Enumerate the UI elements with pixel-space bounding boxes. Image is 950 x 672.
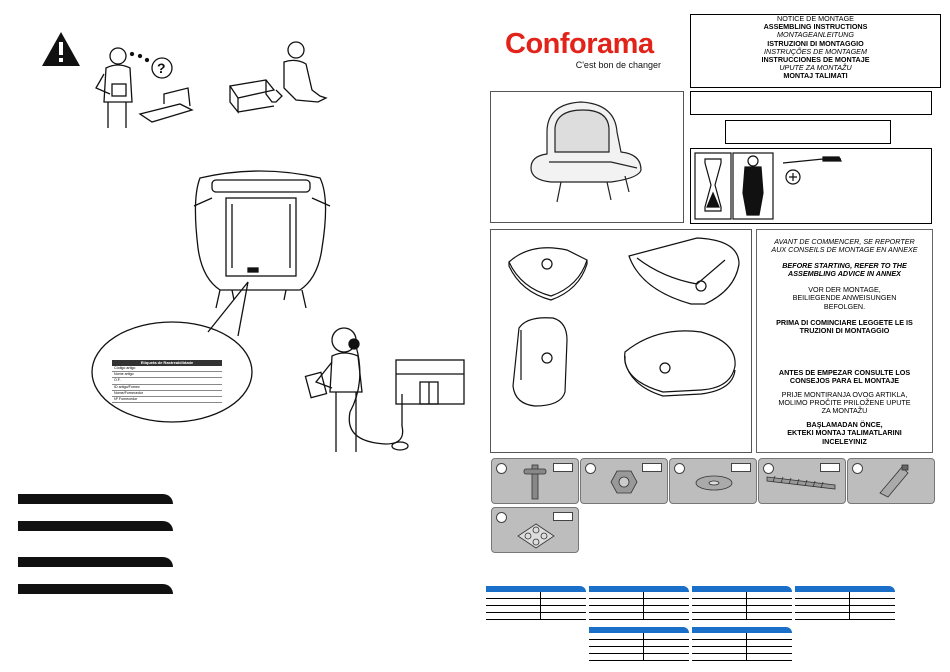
label-row: Código artigo — [112, 366, 222, 372]
hardware-part-washer — [669, 458, 757, 504]
hardware-part-bracket — [491, 507, 579, 553]
advice-line: AVANT DE COMMENCER, SE REPORTER — [774, 237, 915, 246]
confused-person-illustration — [90, 44, 200, 130]
language-line: NOTICE DE MONTAGE — [777, 14, 854, 23]
product-image-frame — [490, 91, 684, 223]
advice-line: AUX CONSEILS DE MONTAGE EN ANNEXE — [771, 245, 918, 255]
label-row: ID artigo/Fornec — [112, 385, 222, 391]
advice-line: BEFOLGEN. — [823, 301, 866, 311]
advice-line: BEFORE STARTING, REFER TO THE — [782, 261, 907, 271]
instruction-bar — [18, 584, 173, 594]
hardware-part-leg — [847, 458, 935, 504]
advice-line: VOR DER MONTAGE, — [808, 285, 881, 295]
language-line: ASSEMBLING INSTRUCTIONS — [763, 22, 868, 32]
hardware-part-threaded-rod — [758, 458, 846, 504]
language-line: INSTRUCCIONES DE MONTAJE — [761, 55, 870, 65]
product-name-box — [690, 91, 932, 115]
hardware-part-bolt — [491, 458, 579, 504]
language-line: UPUTE ZA MONTAŽU — [779, 63, 852, 73]
hardware-part-nut — [580, 458, 668, 504]
label-row: Nº Fornecedor — [112, 397, 222, 403]
advice-line: PRIJE MONTIRANJA OVOG ARTIKLA, — [781, 390, 908, 400]
label-row: Nome artigo — [112, 372, 222, 378]
advice-line: CONSEJOS PARA EL MONTAJE — [789, 375, 900, 385]
reference-table — [692, 586, 792, 620]
advice-line: BEILIEGENDE ANWEISUNGEN — [792, 293, 897, 303]
advice-line: EKTEKI MONTAJ TALIMATLARINI — [787, 428, 902, 438]
product-reference-box — [725, 120, 891, 144]
phone-person-illustration — [296, 322, 468, 454]
advice-line: ASSEMBLING ADVICE IN ANNEX — [788, 269, 901, 279]
svg-text:?: ? — [157, 60, 166, 76]
advice-line: ZA MONTAŽU — [821, 406, 868, 416]
label-title: Etiqueta de Rastreabilidade — [112, 360, 222, 366]
warning-icon — [40, 30, 82, 68]
advice-line: INCELEYINIZ — [822, 436, 867, 446]
reference-table — [486, 586, 586, 620]
reference-table — [589, 627, 689, 661]
traceability-label — [112, 360, 222, 408]
requirements-box — [690, 148, 932, 224]
advice-line: TRUZIONI DI MONTAGGIO — [799, 325, 890, 335]
label-row: Nome/Fornecedor — [112, 391, 222, 397]
instruction-bar — [18, 557, 173, 567]
instruction-bar — [18, 521, 173, 531]
language-line: MONTAGEANLEITUNG — [777, 30, 854, 40]
advice-line: BAŞLAMADAN ÖNCE, — [806, 420, 883, 430]
advice-line: PRIMA DI COMINCIARE LEGGETE LE IS — [776, 317, 913, 327]
language-list — [690, 14, 941, 88]
instruction-bar — [18, 494, 173, 504]
brand-name: Conforama — [505, 28, 654, 60]
reference-table — [692, 627, 792, 661]
advice-line: ANTES DE EMPEZAR CONSULTE LOS — [778, 367, 911, 377]
parts-overview-frame — [490, 229, 752, 453]
reference-table — [795, 586, 895, 620]
label-row: O.F. — [112, 378, 222, 384]
assembling-person-illustration — [226, 40, 336, 120]
advice-line: MOLIMO PROČITE PRILOŽENE UPUTE — [778, 398, 911, 408]
brand-tagline: C'est bon de changer — [575, 60, 661, 70]
language-line: MONTAJ TALIMATI — [783, 71, 848, 81]
language-line: INSTRUÇÕES DE MONTAGEM — [764, 46, 867, 56]
assembly-advice-box — [756, 229, 933, 453]
brand-logo — [505, 28, 665, 70]
reference-table — [589, 586, 689, 620]
armchair-product-illustration — [491, 92, 683, 222]
language-line: ISTRUZIONI DI MONTAGGIO — [767, 38, 864, 48]
